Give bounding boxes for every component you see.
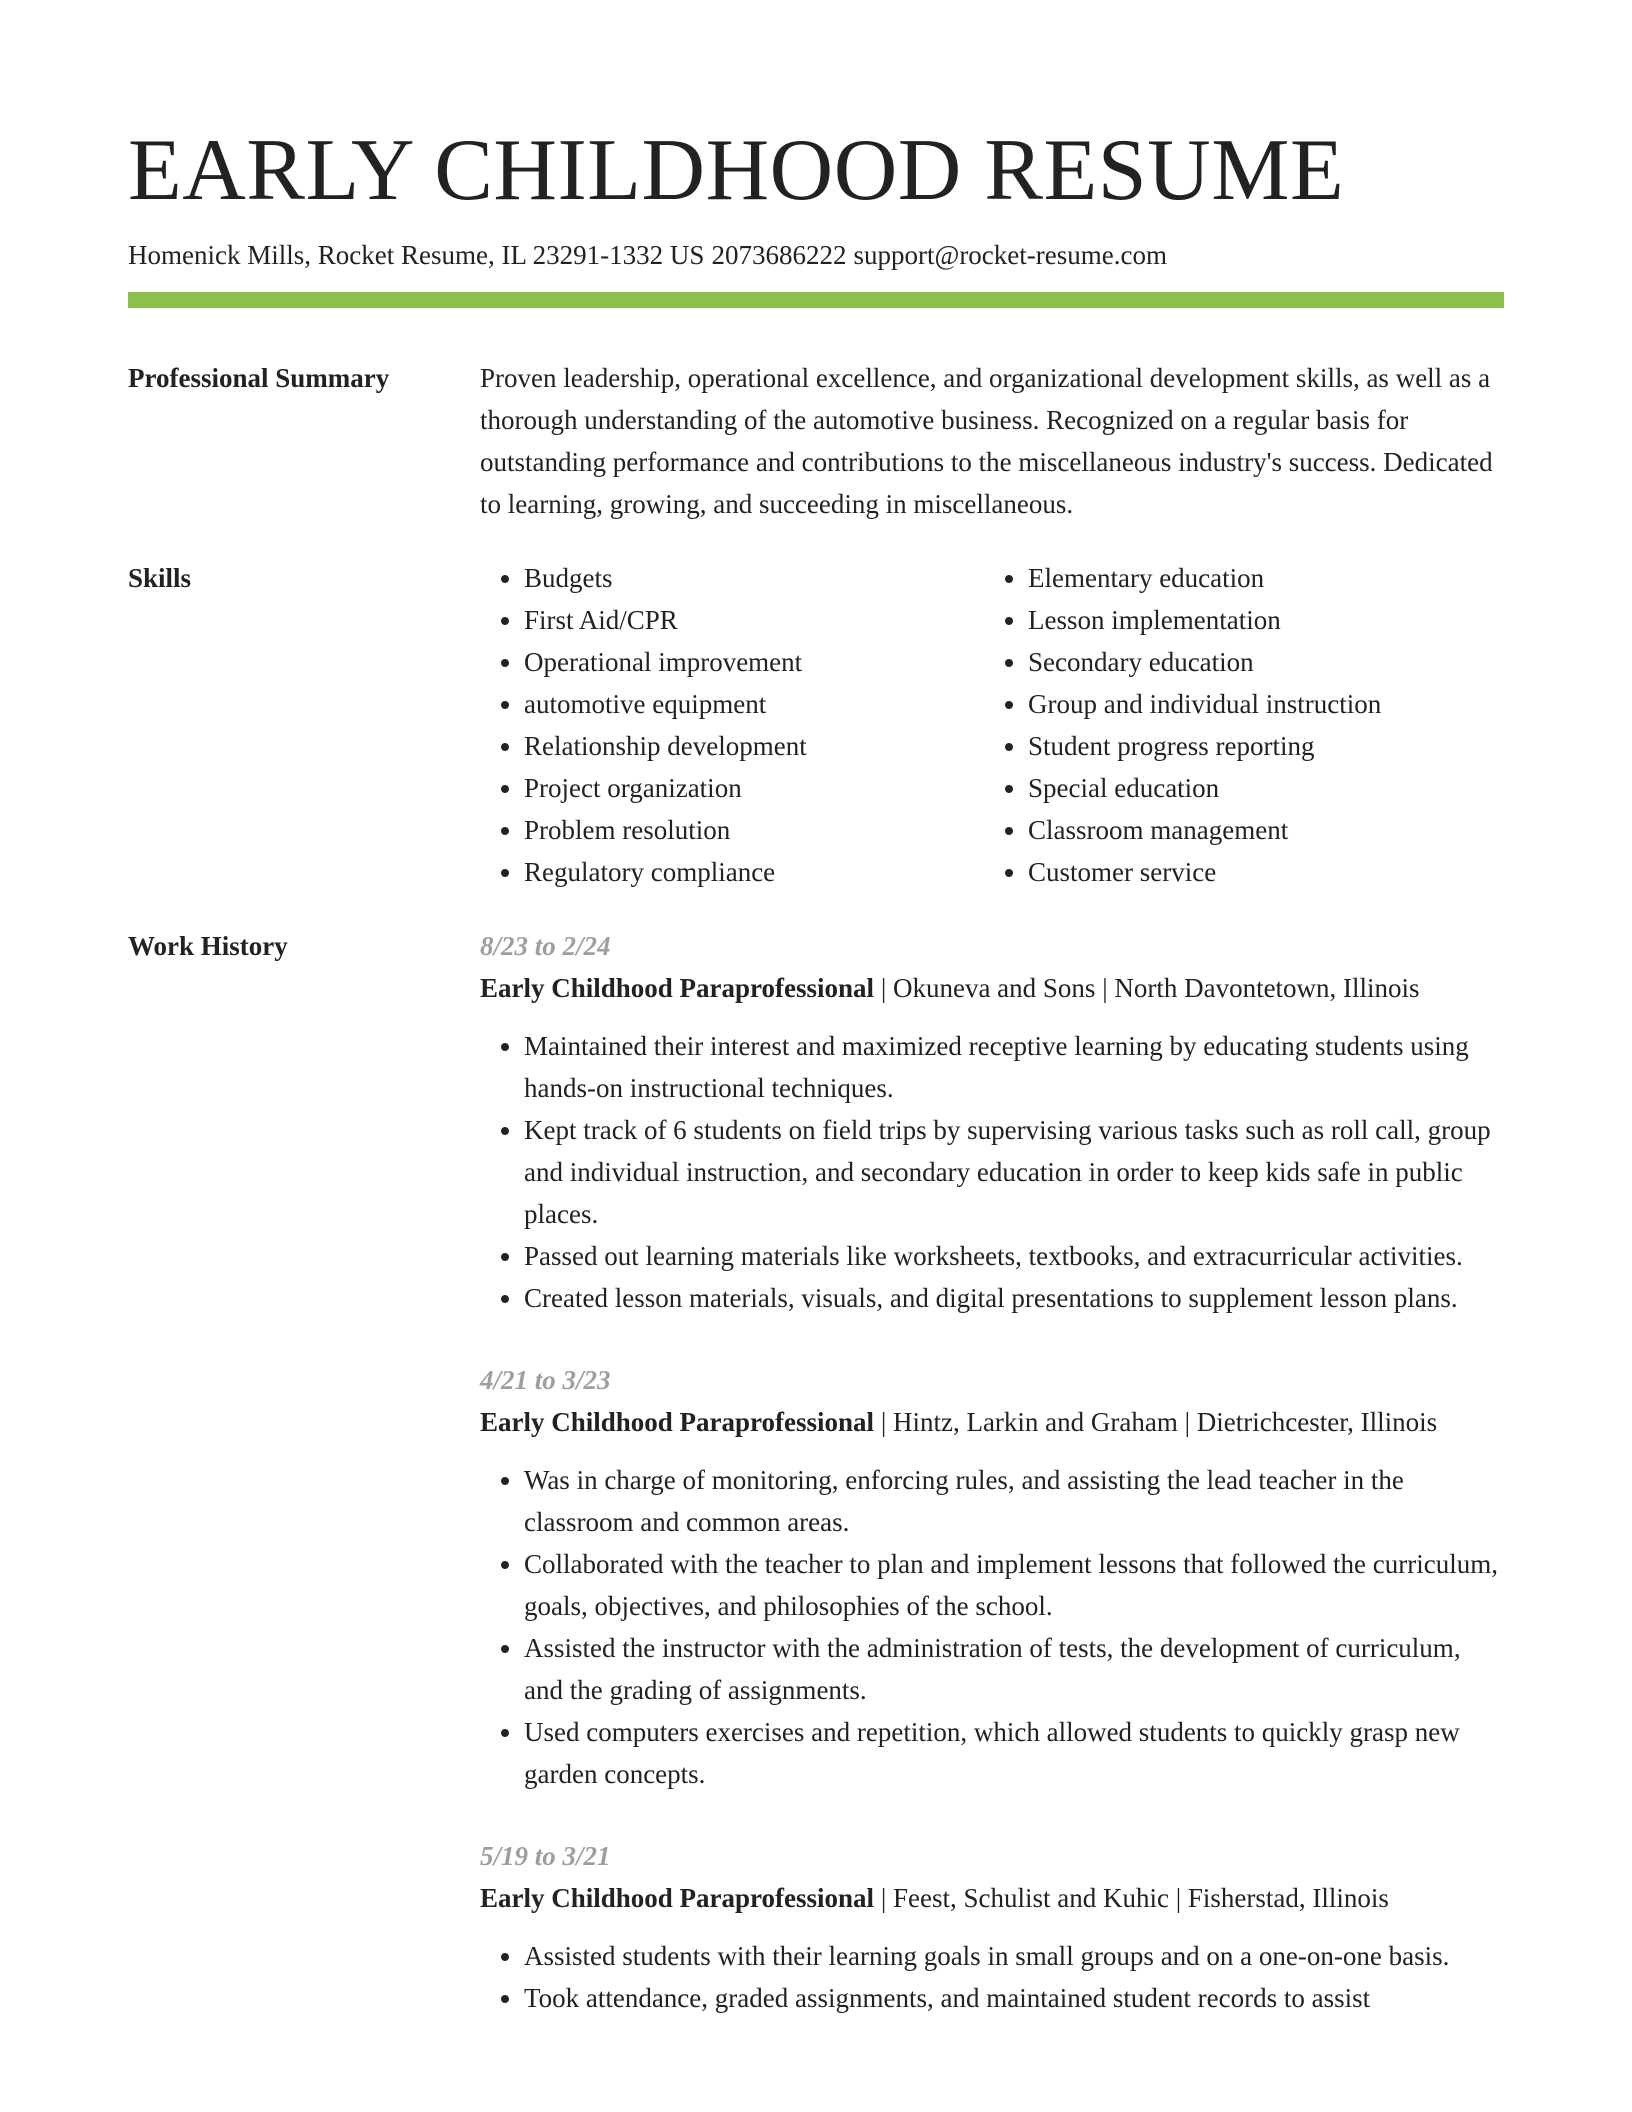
job-entry bbox=[480, 1359, 1504, 1795]
job-title: Early Childhood Paraprofessional bbox=[480, 1407, 875, 1437]
summary-text: Proven leadership, operational excellence, and organizational development skills, as well as a thorough understanding of the automotive business. Recognized on a regular basis for outstanding performance and contributions to the miscellaneous industry's success. Dedicated to learning, growing, and succeeding in miscellaneous. bbox=[480, 363, 1493, 519]
skill-item: • automotive equipment bbox=[524, 683, 984, 725]
job-title: Early Childhood Paraprofessional bbox=[480, 973, 875, 1003]
skill-item: • Special education bbox=[1028, 767, 1508, 809]
skill-item: • First Aid/CPR bbox=[524, 599, 984, 641]
job-title-line bbox=[480, 1877, 1504, 1919]
skills-body bbox=[480, 557, 1508, 893]
job-bullet-list bbox=[480, 1935, 1504, 2019]
job-bullet-list bbox=[480, 1459, 1504, 1795]
skill-item: • Classroom management bbox=[1028, 809, 1508, 851]
contact-address: Homenick Mills, Rocket Resume, IL 23291-1332 US bbox=[128, 240, 705, 270]
job-bullet: • Took attendance, graded assignments, and maintained student records to assist bbox=[524, 1977, 1504, 2019]
job-bullet-list bbox=[480, 1025, 1504, 1319]
skill-item: • Lesson implementation bbox=[1028, 599, 1508, 641]
skill-item: • Student progress reporting bbox=[1028, 725, 1508, 767]
job-bullet: • Used computers exercises and repetition, which allowed students to quickly grasp new garden concepts. bbox=[524, 1711, 1504, 1795]
skills-list-left bbox=[480, 557, 984, 893]
job-bullet: • Collaborated with the teacher to plan and implement lessons that followed the curriculum, goals, objectives, and philosophies of the school. bbox=[524, 1543, 1504, 1627]
job-entry bbox=[480, 1835, 1504, 2019]
work-history-section bbox=[128, 925, 1504, 2019]
job-bullet: • Assisted the instructor with the administration of tests, the development of curriculum, and the grading of assignments. bbox=[524, 1627, 1504, 1711]
job-details: | Okuneva and Sons | North Davontetown, Illinois bbox=[874, 973, 1420, 1003]
header-divider bbox=[128, 292, 1504, 308]
skill-item: • Relationship development bbox=[524, 725, 984, 767]
skill-item: • Budgets bbox=[524, 557, 984, 599]
skill-item: • Secondary education bbox=[1028, 641, 1508, 683]
job-bullet: • Kept track of 6 students on field trips by supervising various tasks such as roll call, group and individual instruction, and secondary education in order to keep kids safe in public places. bbox=[524, 1109, 1504, 1235]
job-details: | Feest, Schulist and Kuhic | Fisherstad, Illinois bbox=[874, 1883, 1389, 1913]
job-title-line bbox=[480, 967, 1504, 1009]
section-heading-work-history: Work History bbox=[128, 931, 288, 961]
job-bullet: • Passed out learning materials like worksheets, textbooks, and extracurricular activities. bbox=[524, 1235, 1504, 1277]
job-title-line bbox=[480, 1401, 1504, 1443]
job-bullet: • Assisted students with their learning goals in small groups and on a one-on-one basis. bbox=[524, 1935, 1504, 1977]
skill-item: • Operational improvement bbox=[524, 641, 984, 683]
work-history-body bbox=[480, 925, 1504, 2019]
job-bullet: • Maintained their interest and maximized receptive learning by educating students using hands-on instructional techniques. bbox=[524, 1025, 1504, 1109]
skills-section bbox=[128, 557, 1504, 893]
resume-title: EARLY CHILDHOOD RESUME bbox=[128, 122, 1345, 219]
job-dates: 8/23 to 2/24 bbox=[480, 931, 611, 961]
section-heading-summary: Professional Summary bbox=[128, 363, 390, 393]
skill-item: • Elementary education bbox=[1028, 557, 1508, 599]
summary-body bbox=[480, 357, 1504, 525]
skill-item: • Problem resolution bbox=[524, 809, 984, 851]
skill-item: • Project organization bbox=[524, 767, 984, 809]
job-details: | Hintz, Larkin and Graham | Dietrichcester, Illinois bbox=[874, 1407, 1438, 1437]
job-bullet: • Created lesson materials, visuals, and digital presentations to supplement lesson plans. bbox=[524, 1277, 1504, 1319]
contact-line bbox=[128, 238, 1504, 272]
skills-columns bbox=[480, 557, 1508, 893]
section-heading-skills: Skills bbox=[128, 563, 192, 593]
contact-email: support@rocket-resume.com bbox=[853, 240, 1167, 270]
job-title: Early Childhood Paraprofessional bbox=[480, 1883, 875, 1913]
job-bullet: • Was in charge of monitoring, enforcing rules, and assisting the lead teacher in the classroom and common areas. bbox=[524, 1459, 1504, 1543]
professional-summary-section bbox=[128, 357, 1504, 525]
job-dates: 5/19 to 3/21 bbox=[480, 1841, 611, 1871]
skill-item: • Regulatory compliance bbox=[524, 851, 984, 893]
skills-list-right bbox=[984, 557, 1508, 893]
contact-phone: 2073686222 bbox=[711, 240, 847, 270]
resume-page bbox=[128, 0, 1504, 2019]
job-dates: 4/21 to 3/23 bbox=[480, 1365, 611, 1395]
job-entry bbox=[480, 925, 1504, 1319]
skill-item: • Group and individual instruction bbox=[1028, 683, 1508, 725]
skill-item: • Customer service bbox=[1028, 851, 1508, 893]
